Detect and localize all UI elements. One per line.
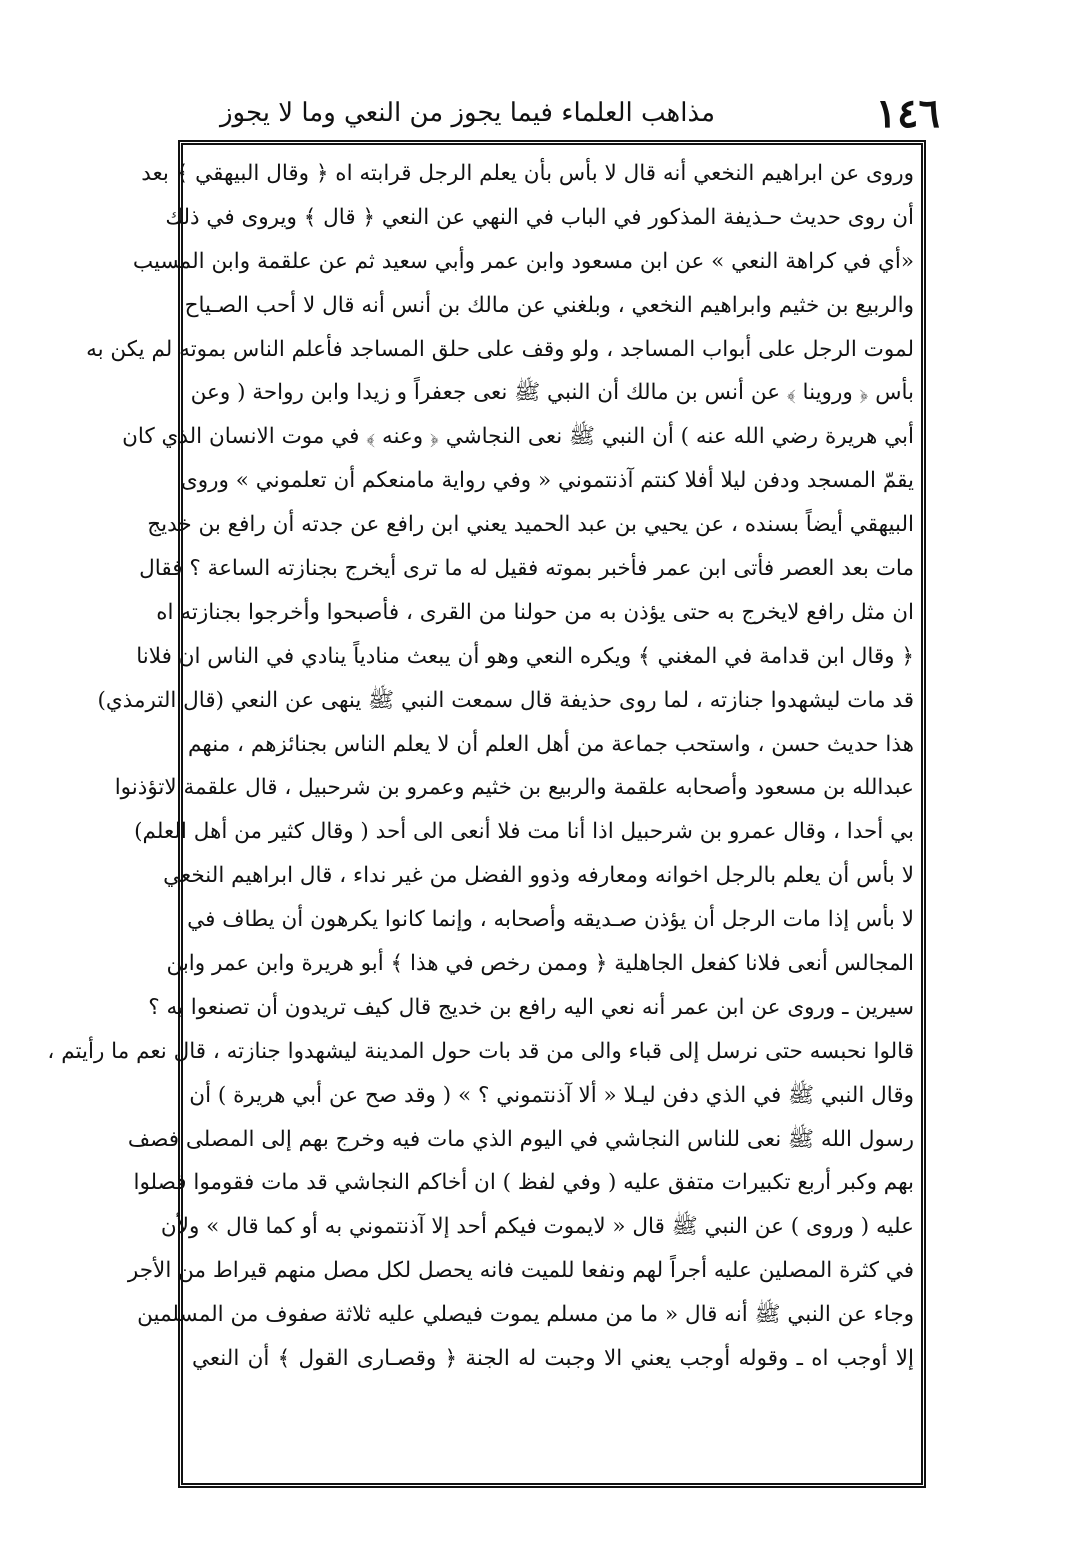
text-line: قد مات ليشهدوا جنازته ، لما روى حذيفة قال سمعت النبي ﷺ ينهى عن النعي (قال الترمذي) (97, 687, 914, 713)
text-line: عبدالله بن مسعود وأصحابه علقمة والربيع بن خثيم وعمرو بن شرحبيل ، قال علقمة لاتؤذنوا (114, 775, 914, 801)
text-line: مات بعد العصر فأتى ابن عمر فأخبر بموته فقيل له ما ترى أيخرج بجنازته الساعة ؟ فقال (139, 556, 914, 582)
text-line: لا بأس إذا مات الرجل أن يؤذن صـديقه وأصحابه ، وإنما كانوا يكرهون أن يطاف في (187, 907, 914, 933)
text-line: وروى عن ابراهيم النخعي أنه قال لا بأس بأن يعلم الرجل قرابته اه ﴿ وقال البيهقي ﴾ بعد (141, 161, 914, 186)
text-line: والربيع بن خثيم وابراهيم النخعي ، وبلغني عن مالك بن أنس أنه قال لا أحب الصـياح (184, 292, 914, 318)
text-line: في كثرة المصلين عليه أجراً لهم ونفعا للميت فانه يحصل لكل مصل منهم قيراط من الأجر (127, 1258, 914, 1284)
text-line: بهم وكبر أربع تكبيرات متفق عليه ( وفي لفظ ) ان أخاكم النجاشي قد مات فقوموا فصلوا (133, 1170, 914, 1196)
text-line: لموت الرجل على أبواب المساجد ، ولو وقف على حلق المساجد فأعلم الناس بموته لم يكن به (86, 336, 914, 362)
text-line: «أي في كراهة النعي » عن ابن مسعود وابن عمر وأبي سعيد ثم عن علقمة وابن المسيب (132, 248, 914, 274)
text-line: رسول الله ﷺ نعى للناس النجاشي في اليوم الذي مات فيه وخرج بهم إلى المصلى فصف (127, 1126, 914, 1152)
text-line: عليه ( وروى ) عن النبي ﷺ قال « لايموت فيكم أحد إلا آذنتموني به أو كما قال » ولأن (160, 1214, 914, 1240)
text-line: يقمّ المسجد ودفن ليلا أفلا كنتم آذنتموني « وفي رواية مامنعكم أن تعلموني » وروى (180, 468, 914, 494)
text-line: المجالس أنعى فلانا كفعل الجاهلية ﴿ وممن رخص في هذا ﴾ أبو هريرة وابن عمر وابن (166, 951, 914, 977)
text-line: وجاء عن النبي ﷺ أنه قال « ما من مسلم يموت فيصلي عليه ثلاثة صفوف من المسلمين (137, 1302, 914, 1328)
text-line: قالوا نحبسه حتى نرسل إلى قباء والى من قد بات حول المدينة ليشهدوا جنازته ، قال نعم ما رأيتم ، (47, 1038, 914, 1064)
text-line: وقال النبي ﷺ في الذي دفن ليـلا « ألا آذنتموني ؟ » ( وقد صح عن أبي هريرة ) أن (189, 1082, 914, 1108)
text-line: إلا أوجب اه ـ وقوله أوجب يعني الا وجبت له الجنة ﴿ وقصـارى القول ﴾ أن النعي (192, 1346, 914, 1372)
running-title: مذاهب العلماء فيما يجوز من النعي وما لا يجوز (220, 98, 716, 128)
text-line: البيهقي أيضاً بسنده ، عن يحيي بن عبد الحميد يعني ابن رافع عن جدته أن رافع بن خديج (147, 512, 914, 538)
body-text (47, 152, 914, 1482)
text-line: ﴿ وقال ابن قدامة في المغني ﴾ ويكره النعي وهو أن يبعث منادياً ينادي في الناس ان فلانا (136, 643, 914, 669)
text-line: بأس ﴿ وروينا ﴾ عن أنس بن مالك أن النبي ﷺ نعى جعفراً و زيدا وابن رواحة ( وعن (190, 380, 914, 406)
text-line: سيرين ـ وروى عن ابن عمر أنه نعي اليه رافع بن خديج قال كيف تريدون أن تصنعوا به ؟ (148, 994, 914, 1020)
text-line: هذا حديث حسن ، واستحب جماعة من أهل العلم أن لا يعلم الناس بجنائزهم ، منهم (187, 731, 914, 757)
text-line: ان مثل رافع لايخرج به حتى يؤذن به من حولنا من القرى ، فأصبحوا وأخرجوا بجنازته اه (156, 599, 914, 625)
text-line: لا بأس أن يعلم بالرجل اخوانه ومعارفه وذوو الفضل من غير نداء ، قال ابراهيم النخعي (163, 863, 914, 889)
page-number: ١٤٦ (875, 89, 940, 137)
page-header (180, 88, 940, 138)
text-line: أبي هريرة رضي الله عنه ) أن النبي ﷺ نعى النجاشي ﴿ وعنه ﴾ في موت الانسان الذي كان (122, 424, 914, 450)
text-line: بي أحدا ، وقال عمرو بن شرحبيل اذا أنا مت فلا أنعى الى أحد ( وقال كثير من أهل العلم) (134, 819, 914, 845)
text-line: أن روى حديث حـذيفة المذكور في الباب في النهي عن النعي ﴿ قال ﴾ ويروى في ذلك (165, 204, 914, 230)
